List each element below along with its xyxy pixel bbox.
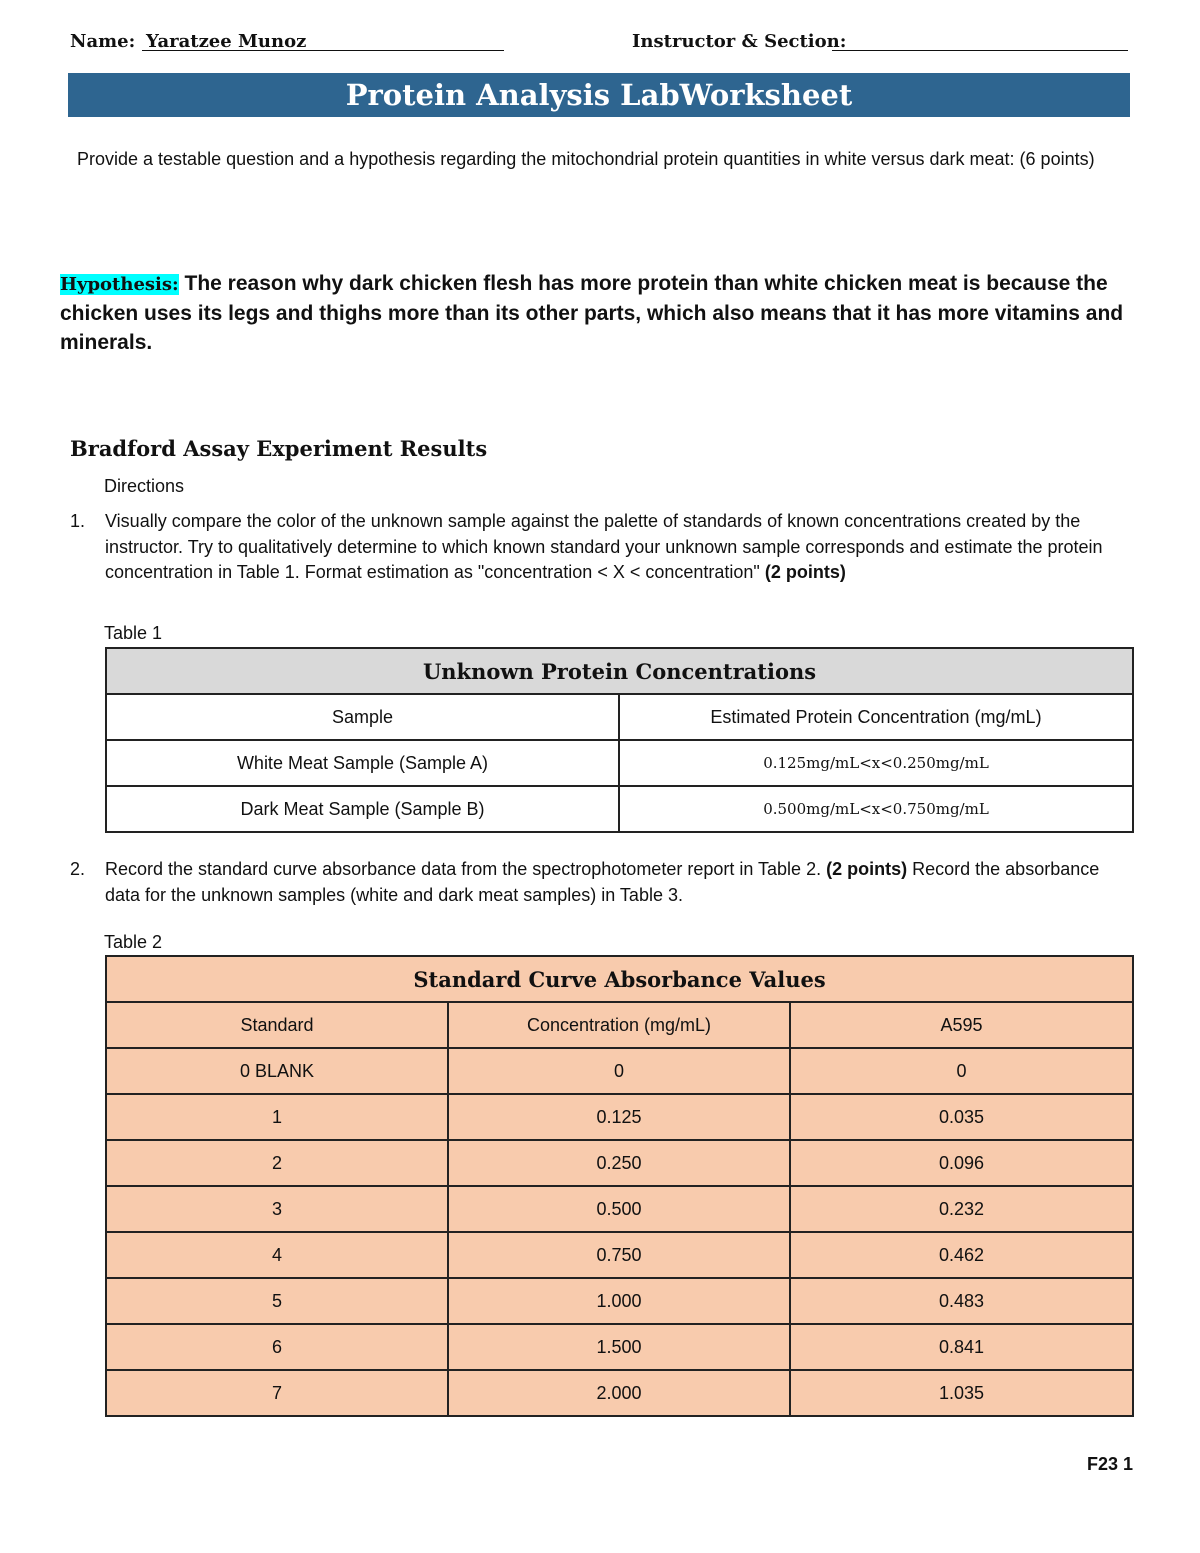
- table-cell: White Meat Sample (Sample A): [106, 740, 619, 786]
- table-cell: 4: [106, 1232, 448, 1278]
- table1: [105, 647, 1134, 833]
- table2-header-standard: Standard: [106, 1002, 448, 1048]
- table-row: [106, 740, 1133, 786]
- hypothesis-text: The reason why dark chicken flesh has more protein than white chicken meat is because the chicken uses its legs and thighs more than its other parts, which also means that it has more vitamins and minerals.: [60, 272, 1124, 354]
- table-row: [106, 1278, 1133, 1324]
- table-cell[interactable]: 0.035: [790, 1094, 1133, 1140]
- table-cell: 7: [106, 1370, 448, 1416]
- table2-header-a595: A595: [790, 1002, 1133, 1048]
- table1-header-sample: Sample: [106, 694, 619, 740]
- page-footer: F23 1: [1087, 1454, 1134, 1474]
- hypothesis-label: Hypothesis:: [60, 274, 179, 295]
- step-2: [70, 857, 1110, 908]
- table-cell[interactable]: 1.035: [790, 1370, 1133, 1416]
- table2-title: Standard Curve Absorbance Values: [106, 956, 1133, 1002]
- table1-header-concentration: Estimated Protein Concentration (mg/mL): [619, 694, 1133, 740]
- question-prompt: Provide a testable question and a hypothesis regarding the mitochondrial protein quantities in white versus dark meat: (6 points): [77, 149, 1095, 169]
- table-cell[interactable]: 0: [790, 1048, 1133, 1094]
- table-cell: 1.500: [448, 1324, 790, 1370]
- table-row: [106, 1324, 1133, 1370]
- table-cell: Dark Meat Sample (Sample B): [106, 786, 619, 832]
- table-row: [106, 1186, 1133, 1232]
- hypothesis-block: [60, 269, 1130, 357]
- table2-header-concentration: Concentration (mg/mL): [448, 1002, 790, 1048]
- step-points: (2 points): [764, 562, 846, 582]
- table1-title: Unknown Protein Concentrations: [106, 648, 1133, 694]
- table-row: [106, 1094, 1133, 1140]
- table-cell[interactable]: 0.462: [790, 1232, 1133, 1278]
- step-text: Record the standard curve absorbance data from the spectrophotometer report in Table 2.: [105, 859, 822, 879]
- table-cell: 0 BLANK: [106, 1048, 448, 1094]
- table-cell[interactable]: 0.232: [790, 1186, 1133, 1232]
- table-cell[interactable]: 0.096: [790, 1140, 1133, 1186]
- table-cell[interactable]: 0.483: [790, 1278, 1133, 1324]
- table-cell: 1.000: [448, 1278, 790, 1324]
- table-cell: 0.125: [448, 1094, 790, 1140]
- name-value: Yaratzee Munoz: [146, 31, 307, 52]
- instructor-line[interactable]: [832, 30, 1128, 51]
- step-text: Visually compare the color of the unknown sample against the palette of standards of known concentrations created by the instructor. Try to qualitatively determine to which known standard your unknown sample corresponds and estimate the protein concentration in Table 1. Format estimation as "concentration < X < concentration": [105, 511, 1103, 582]
- table-cell: 2: [106, 1140, 448, 1186]
- step-number: 1.: [70, 511, 86, 531]
- section-title: Bradford Assay Experiment Results: [70, 436, 488, 461]
- instructor-label: Instructor & Section:: [632, 31, 847, 52]
- step-text-continued: Record the absorbance data for the unknown samples (white and dark meat samples) in Table 3.: [105, 859, 1100, 905]
- table-cell: 0.750: [448, 1232, 790, 1278]
- table-cell[interactable]: 0.841: [790, 1324, 1133, 1370]
- table-row: [106, 1232, 1133, 1278]
- table-cell: 6: [106, 1324, 448, 1370]
- table-cell: 0.500: [448, 1186, 790, 1232]
- directions-label: Directions: [104, 476, 185, 496]
- table2-caption: Table 2: [104, 932, 163, 952]
- step-number: 2.: [70, 859, 86, 879]
- table-cell: 0.250: [448, 1140, 790, 1186]
- table2: [105, 955, 1134, 1417]
- table-cell: 0: [448, 1048, 790, 1094]
- table-row: [106, 1140, 1133, 1186]
- step-1: [70, 509, 1110, 586]
- table-row: [106, 1048, 1133, 1094]
- table-cell: 2.000: [448, 1370, 790, 1416]
- table-row: [106, 786, 1133, 832]
- step-points: (2 points): [826, 859, 908, 879]
- table-cell: 3: [106, 1186, 448, 1232]
- page-title: Protein Analysis LabWorksheet: [68, 73, 1130, 117]
- name-label: Name:: [70, 31, 136, 52]
- table1-caption: Table 1: [104, 623, 163, 643]
- table-cell[interactable]: 0.125mg/mL<x<0.250mg/mL: [619, 740, 1133, 786]
- table-row: [106, 1370, 1133, 1416]
- table-cell[interactable]: 0.500mg/mL<x<0.750mg/mL: [619, 786, 1133, 832]
- table-cell: 5: [106, 1278, 448, 1324]
- table-cell: 1: [106, 1094, 448, 1140]
